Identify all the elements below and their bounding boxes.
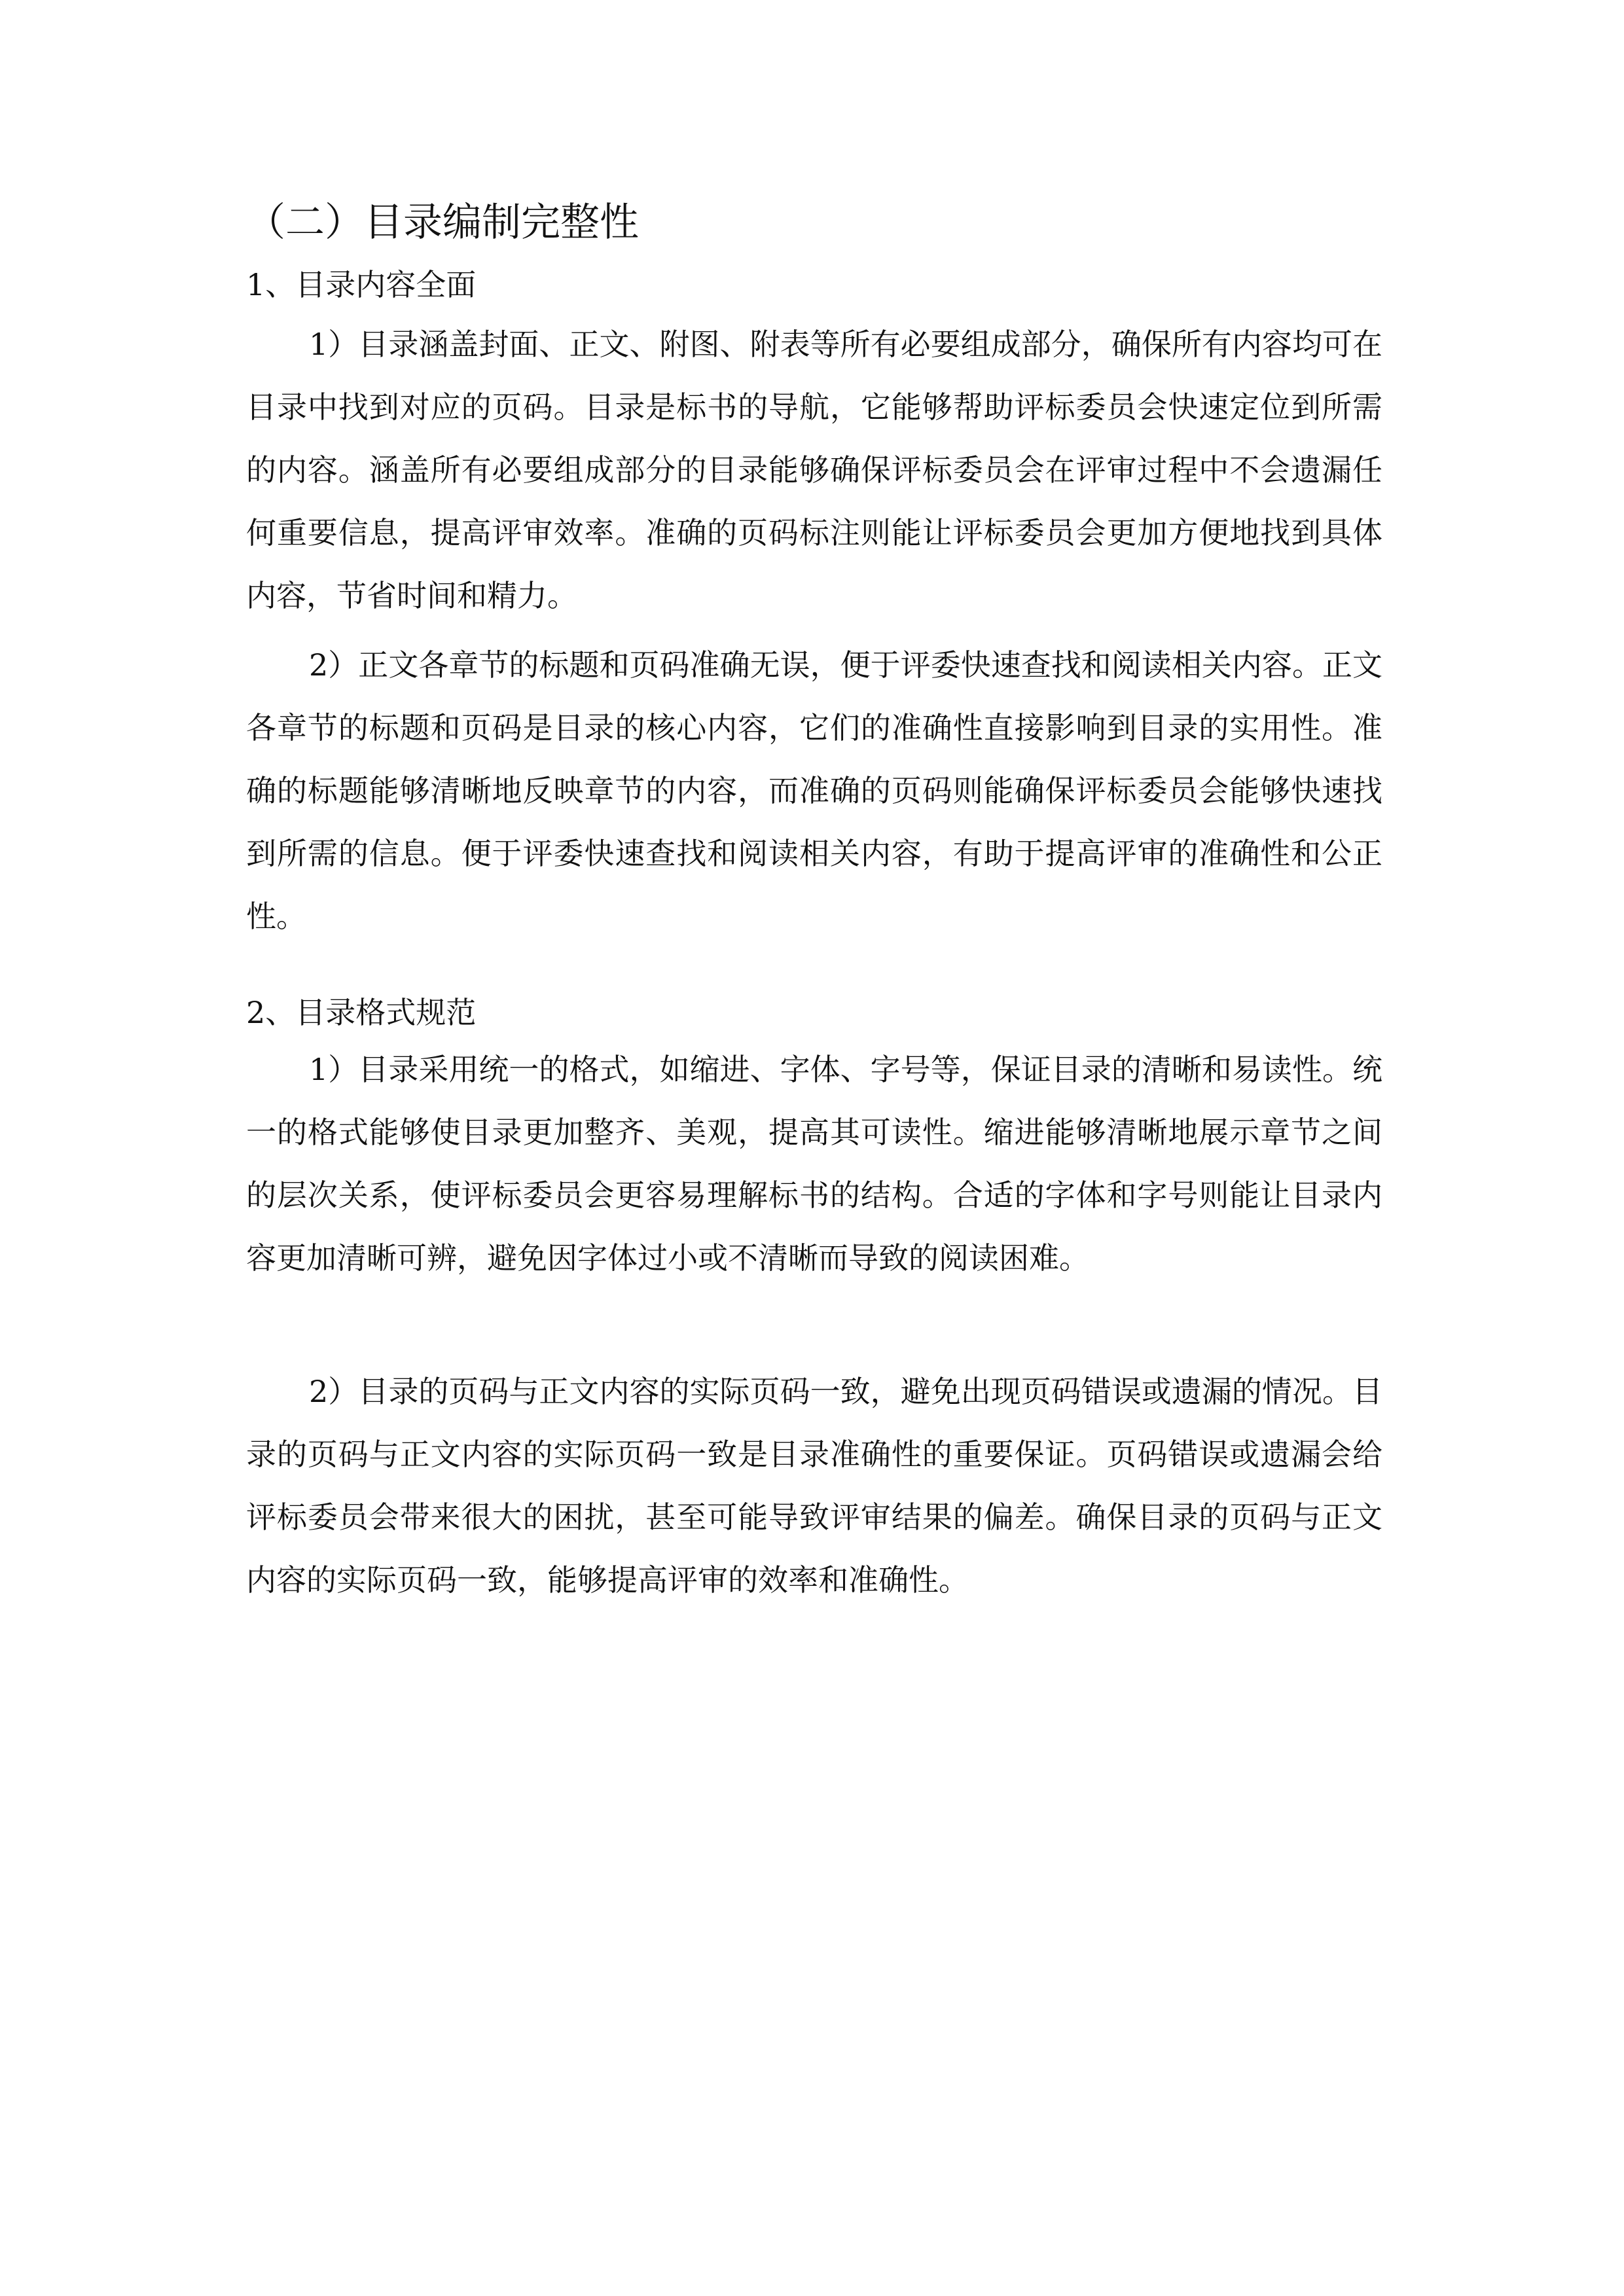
paragraph-2-1: 1）目录采用统一的格式，如缩进、字体、字号等，保证目录的清晰和易读性。统一的格式能够使目录更加整齐、美观，提高其可读性。缩进能够清晰地展示章节之间的层次关系，使评标委员会更容易理解标书的结构。合适的字体和字号则能让目录内容更加清晰可辨，避免因字体过小或不清晰而导致的阅读困难。 — [246, 1052, 1382, 1276]
paragraph-1-1: 1）目录涵盖封面、正文、附图、附表等所有必要组成部分，确保所有内容均可在目录中找到对应的页码。目录是标书的导航，它能够帮助评标委员会快速定位到所需的内容。涵盖所有必要组成部分的目录能够确保评标委员会在评审过程中不会遗漏任何重要信息，提高评审效率。准确的页码标注则能让评标委员会更加方便地找到具体内容，节省时间和精力。 — [246, 327, 1382, 613]
paragraph-1-2: 2）正文各章节的标题和页码准确无误，便于评委快速查找和阅读相关内容。正文各章节的标题和页码是目录的核心内容，它们的准确性直接影响到目录的实用性。准确的标题能够清晰地反映章节的内容，而准确的页码则能确保评标委员会能够快速找到所需的信息。便于评委快速查找和阅读相关内容，有助于提高评审的准确性和公正性。 — [246, 647, 1382, 934]
subsection-heading-1: 1、目录内容全面 — [246, 267, 477, 302]
subsection-heading-2: 2、目录格式规范 — [246, 995, 477, 1030]
section-title: （二）目录编制完整性 — [246, 200, 639, 245]
paragraph-2-2: 2）目录的页码与正文内容的实际页码一致，避免出现页码错误或遗漏的情况。目录的页码与正文内容的实际页码一致是目录准确性的重要保证。页码错误或遗漏会给评标委员会带来很大的困扰，甚至可能导致评审结果的偏差。确保目录的页码与正文内容的实际页码一致，能够提高评审的效率和准确性。 — [246, 1374, 1382, 1598]
